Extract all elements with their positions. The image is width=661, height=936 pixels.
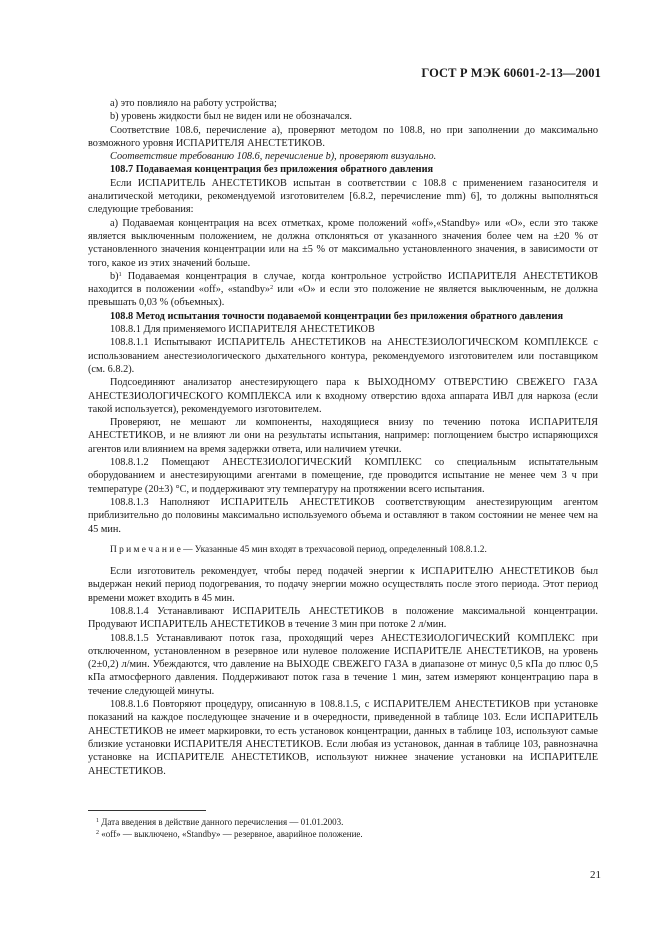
footnote-text: Дата введения в действие данного перечисления — 01.01.2003.: [99, 817, 344, 827]
footnote-ref: 2: [270, 285, 274, 292]
list-item-a: a) это повлияло на работу устройства;: [110, 98, 277, 109]
document-body: [88, 97, 598, 778]
list-item-a: a) Подаваемая концентрация на всех отметках, кроме положений «off»,«Standby» или «О», если это также является выключенным положением, не должна отклоняться от указанного значения более чем на ±20 % от установленного значения концентрации или на ±5 % от максимально установленного значения, в зависимости от того, какое из этих значений больше.: [88, 217, 598, 269]
paragraph: Если ИСПАРИТЕЛЬ АНЕСТЕТИКОВ испытан в соответствии с 108.8 с применением газаносителя и аналитической методики, рекомендуемой изготовителем [6.8.2, перечисление mm) 6], то должны выполняться следующие требования:: [88, 177, 598, 216]
footnotes: [88, 816, 598, 840]
paragraph: 108.8.1.3 Наполняют ИСПАРИТЕЛЬ АНЕСТЕТИКОВ соответствующим анестезирующим агентом приблизительно до половины максимально используемого объема и оставляют в таком состоянии не менее чем на 45 мин.: [88, 496, 598, 535]
document-standard-header: ГОСТ Р МЭК 60601-2-13—2001: [421, 66, 601, 80]
visual-check-paragraph: Соответствие требованию 108.6, перечисление b), проверяют визуально.: [110, 151, 437, 163]
paragraph: 108.8.1.2 Помещают АНЕСТЕЗИОЛОГИЧЕСКИЙ КОМПЛЕКС со специальным испытательным оборудованием и анестезирующими агентами в помещение, где проводится испытание не менее чем 3 ч при температуре (20±3) °С, и поддерживают эту температуру на протяжении всего испытания.: [88, 457, 598, 495]
list-item-b: b) уровень жидкости был не виден или не обозначался.: [110, 111, 352, 123]
page-number: 21: [590, 869, 601, 881]
note: П р и м е ч а н и е — Указанные 45 мин входят в трехчасовой период, определенный 108.8.1.2.: [110, 544, 487, 555]
footnote-2: [88, 828, 598, 840]
list-item-b: [88, 270, 598, 310]
paragraph-text: или «О» и если это положение не является выключенным, не должна превышать 0,03 % (объемных).: [88, 284, 598, 309]
paragraph: Подсоединяют анализатор анестезирующего пара к ВЫХОДНОМУ ОТВЕРСТИЮ СВЕЖЕГО ГАЗА АНЕСТЕЗИОЛОГИЧЕСКОГО КОМПЛЕКСА или к входному отверстию вдоха аппарата ИВЛ для наркоза (если такой используется), рекомендуемого изготовителем.: [88, 377, 598, 415]
footnote-divider: [88, 810, 206, 811]
list-label: b): [110, 270, 119, 282]
paragraph: 108.8.1.1 Испытывают ИСПАРИТЕЛЬ АНЕСТЕТИКОВ на АНЕСТЕЗИОЛОГИЧЕСКОМ КОМПЛЕКСЕ с использованием анестезиологического дыхательного контура, рекомендуемого изготовителем или поставщиком (см. 6.8.2).: [88, 337, 598, 375]
paragraph-text: Подаваемая концентрация в случае, когда контрольное устройство ИСПАРИТЕЛЯ АНЕСТЕТИКОВ находится в положении «off», «standby»: [88, 270, 598, 296]
paragraph: Если изготовитель рекомендует, чтобы перед подачей энергии к ИСПАРИТЕЛЮ АНЕСТЕТИКОВ был выдержан некий период подогревания, то подачу энергии можно осуществлять после этого периода. Этот период времени может входить в 45 мин.: [88, 566, 598, 604]
footnote-1: [88, 816, 598, 828]
paragraph: Соответствие 108.6, перечисление а), проверяют методом по 108.8, но при заполнении до максимально возможного уровня ИСПАРИТЕЛЯ АНЕСТЕТИКОВ.: [88, 124, 598, 149]
paragraph: 108.8.1 Для применяемого ИСПАРИТЕЛЯ АНЕСТЕТИКОВ: [110, 324, 375, 336]
footnote-mark: 2: [96, 830, 99, 836]
paragraph: Проверяют, не мешают ли компоненты, находящиеся внизу по течению потока ИСПАРИТЕЛЯ АНЕСТЕТИКОВ, и не влияют ли они на результаты испытания, например: поглощением быстро испаряющихся агентов или влиянием на время задержки ответа, или наличием утечки.: [88, 417, 598, 455]
paragraph: 108.8.1.5 Устанавливают поток газа, проходящий через АНЕСТЕЗИОЛОГИЧЕСКИЙ КОМПЛЕКС при отключенном, установленном в резервное или нулевое положение ИСПАРИТЕЛЕ АНЕСТЕТИКОВ, на уровень (2±0,2) л/мин. Убеждаются, что давление на ВЫХОДЕ СВЕЖЕГО ГАЗА в диапазоне от минус 0,5 кПа до плюс 0,5 кПа атмосферного давления. Поддерживают поток газа в течение 1 мин, затем измеряют концентрацию пара в течение следующей минуты.: [88, 632, 598, 697]
paragraph: 108.8.1.4 Устанавливают ИСПАРИТЕЛЬ АНЕСТЕТИКОВ в положение максимальной концентрации. Продувают ИСПАРИТЕЛЬ АНЕСТЕТИКОВ в течение 3 мин при потоке 2 л/мин.: [88, 605, 598, 631]
section-heading-108-7: 108.7 Подаваемая концентрация без приложения обратного давления: [110, 164, 434, 176]
footnote-mark: 1: [96, 818, 99, 824]
footnote-ref: 1: [118, 271, 122, 278]
footnote-text: «off» — выключено, «Standby» — резервное, аварийное положение.: [99, 829, 363, 839]
paragraph: 108.8.1.6 Повторяют процедуру, описанную в 108.8.1.5, с ИСПАРИТЕЛЕМ АНЕСТЕТИКОВ при установке показаний на каждое последующее значение и в очередности, приведенной в таблице 103. Если ИСПАРИТЕЛЬ АНЕСТЕТИКОВ не имеет маркировки, то есть установок концентрации, данных в таблице 103, используют самые близкие установки ИСПАРИТЕЛЯ АНЕСТЕТИКОВ. Если любая из установок, данная в таблице 103, равнозначна установке на ИСПАРИТЕЛЕ АНЕСТЕТИКОВ, используют нижнее значение установки на ИСПАРИТЕЛЕ АНЕСТЕТИКОВ.: [88, 699, 598, 777]
section-heading-108-8: 108.8 Метод испытания точности подаваемой концентрации без приложения обратного давления: [110, 310, 564, 322]
